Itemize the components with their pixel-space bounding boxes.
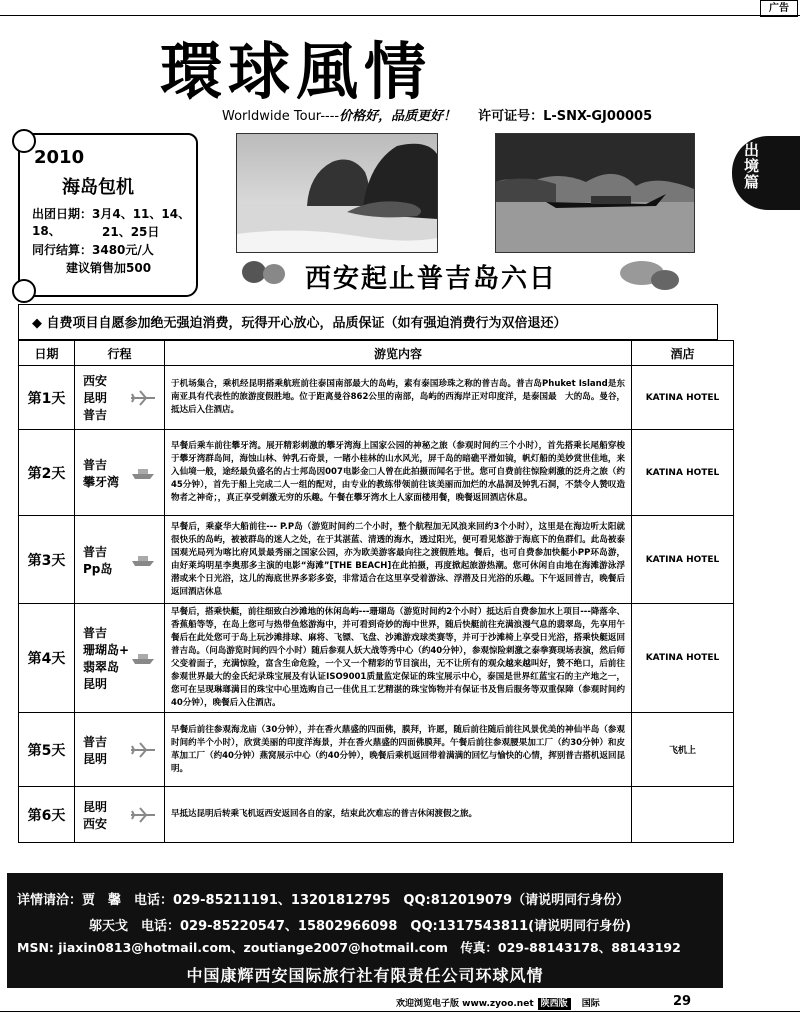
table-row [19, 787, 734, 843]
photo-cliffs [236, 133, 438, 253]
route-stop: 普吉 [83, 734, 108, 749]
day-cell: 第3天 [19, 516, 75, 604]
notice-text: ◆ 自费项目自愿参加绝无强迫消费，玩得开心放心，品质保证（如有强迫消费行为双倍退还） [32, 316, 567, 331]
route-stop: 翡翠岛 [83, 660, 120, 674]
promo-year: 2010 [34, 147, 85, 168]
airplane-icon [130, 807, 156, 826]
itinerary-table [18, 340, 734, 843]
airplane-icon [130, 390, 156, 409]
table-row [19, 516, 734, 604]
table-row [19, 604, 734, 713]
bottom-divider [0, 1011, 800, 1012]
promo-price-peer: 同行结算：3480元/人 [32, 243, 154, 257]
day-cell: 第6天 [19, 787, 75, 843]
route-cell [75, 516, 165, 604]
footer-section: 国际 [581, 999, 600, 1009]
itinerary-description: 早抵达昆明后转乘飞机返西安返回各自的家，结束此次难忘的普吉休闲渡假之旅。 [165, 787, 632, 843]
photo-boat [495, 133, 695, 253]
scroll-curl-icon [12, 279, 36, 303]
route-stop: 攀牙湾 [83, 474, 120, 489]
itinerary-description: 早餐后，搭乘快艇，前往细致白沙滩地的休闲岛屿---珊瑚岛（游览时间约2个小时）抵达后自费参加水上项目---降落伞、香蕉船等等，在岛上您可与热带鱼悠游海中，并可看到奇妙的海中世界，随后快艇前往充满浪漫气息的翡翠岛，先享用午餐后在此处您可于岛上玩沙滩排球、麻将、飞镖、飞盘、沙滩游戏球类赛等，并可于沙滩椅上享受日光浴，搭乘快艇返回普吉岛。（问岛游览时间约四个小时）随后参观人妖大战等秀中心（约40分钟），参观惊险刺激之泰拳赛现场表演，然后师父变着面子，充满惊险，富含生命危险，一个又一个精彩的节目演出，无不让所有的观众越来越叫好，赞不绝口，后前往参观世界最大的金氏纪录珠宝展及有认证ISO9001质量监定保证的珠宝展示中心，泰国是世界红蓝宝石的主产地之一，您可在呈现琳瑯满目的珠宝中心里选购自己一佳优且工艺精湛的珠宝饰物并有保证书及售后服务等双重保障（参观时间约40分钟），晚餐后入住酒店。 [165, 604, 632, 713]
permit-number: 许可证号：L-SNX-GJ00005 [478, 109, 653, 124]
company-name: 中国康辉西安国际旅行社有限责任公司环球风情 [186, 966, 544, 985]
table-row [19, 713, 734, 787]
itinerary-description: 早餐后前往参观海龙庙（30分钟），并在香火鼎盛的四面佛，膜拜，许愿，随后前往随后前往风景优美的神仙半岛（参观时间约半个小时），欣赏美丽的印度洋海景，并在香火鼎盛的四面佛膜拜。午餐后前往参观腰果加工厂（约30分钟）和皮革加工厂（约40分钟）燕窝展示中心（约40分钟），晚餐后乘机返回带着满满的回忆与愉快的心情，挥别普吉搭机返回昆明。 [165, 713, 632, 787]
promo-title: 海岛包机 [62, 177, 134, 198]
route-stop: 西安 [83, 816, 108, 831]
hotel-cell: KATINA HOTEL [632, 366, 734, 430]
footer [396, 996, 600, 1009]
route-cell [75, 430, 165, 516]
promo-price-suggest: 建议销售加500 [66, 261, 152, 275]
day-cell: 第5天 [19, 713, 75, 787]
tagline [222, 105, 652, 124]
header-date: 日期 [19, 341, 75, 366]
hotel-cell: KATINA HOTEL [632, 430, 734, 516]
hotel-cell: KATINA HOTEL [632, 516, 734, 604]
tagline-slogan: 价格好，品质更好！ [339, 109, 457, 124]
header-route: 行程 [75, 341, 165, 366]
tagline-en: Worldwide Tour---- [222, 109, 340, 124]
promo-scroll [18, 133, 198, 297]
scroll-curl-icon [12, 129, 36, 153]
route-stop: 普吉 [83, 408, 108, 422]
header-hotel: 酒店 [632, 341, 734, 366]
contact-box [7, 873, 723, 988]
table-row [19, 430, 734, 516]
route-stop: 昆明 [83, 751, 108, 766]
itinerary-description: 早餐后乘车前往攀牙湾。展开精彩刺激的攀牙湾海上国家公园的神秘之旅（参观时间约三个小时），首先搭乘长尾船穿梭于攀牙湾群岛间，海蚀山林、钟乳石奇景，一睹小桂林的山水风光，屏千岛的暗礁平滑如镜，帆灯船的美妙赏世佳地，来入仙境一般，途经最负盛名的占士邦岛因007电影金□人曾在此拍摄而闻名于世。您可自费前往惊险刺激的泛舟之旅（约45分钟），首先于船上完成二人一组的配对，由专业的教练带领前往该美丽而加烂的水晶洞及钟乳石洞，不禁令人赞叹造物者之神奇；，真正享受刺激无穷的乐趣。午餐在攀牙湾水上人家面楼用餐，晚餐返回酒店休息。 [165, 430, 632, 516]
brand-title: 環球風情 [160, 35, 433, 108]
contact-line-1: 详情请洽：贾 馨 电话：029-85211191、13201812795 QQ:812019079（请说明同行身份） [17, 893, 630, 908]
route-stop: 珊瑚岛+ [83, 643, 130, 657]
day-cell: 第2天 [19, 430, 75, 516]
promo-dates: 出团日期：3月4、11、14、18、 [32, 207, 191, 238]
hotel-cell: KATINA HOTEL [632, 604, 734, 713]
route-cell [75, 604, 165, 713]
footer-edition: 陕西版 [538, 998, 571, 1010]
route-stop: 昆明 [83, 799, 108, 814]
airplane-icon [130, 742, 156, 761]
boat-icon [130, 650, 156, 669]
top-divider [0, 15, 800, 16]
itinerary-description: 于机场集合，乘机经昆明搭乘航班前往泰国南部最大的岛屿，素有泰国珍珠之称的普吉岛。普吉岛Phuket Island是东南亚具有代表性的旅游度假胜地。位于距离曼谷862公里的南部，岛屿的西海岸正对印度洋，是泰国最 大的岛。曼谷，抵达后入住酒店。 [165, 366, 632, 430]
table-header-row [19, 341, 734, 366]
hotel-cell [632, 787, 734, 843]
contact-line-3: MSN: jiaxin0813@hotmail.com、zoutiange2007@hotmail.com 传真：029-88143178、88143192 [17, 940, 681, 955]
contact-line-2: 邬天戈 电话：029-85220547、15802966098 QQ:1317543811(请说明同行身份) [89, 919, 632, 934]
route-cell [75, 366, 165, 430]
boat-icon [130, 465, 156, 484]
boat-icon [130, 552, 156, 571]
route-cell [75, 787, 165, 843]
route-stop: 普吉 [83, 457, 108, 472]
route-stop: 昆明 [83, 677, 108, 691]
ad-tag: 广告 [760, 0, 798, 17]
footer-site: 欢迎浏览电子版 www.zyoo.net [396, 999, 534, 1009]
day-cell: 第1天 [19, 366, 75, 430]
route-stop: 昆明 [83, 391, 108, 405]
page-number: 29 [673, 994, 692, 1009]
route-stop: Pp岛 [83, 561, 113, 576]
promo-dates-cont: 21、25日 [102, 225, 160, 239]
section-tab-label: 出境篇 [744, 141, 760, 191]
table-row [19, 366, 734, 430]
day-cell: 第4天 [19, 604, 75, 713]
itinerary-description: 早餐后，乘豪华大船前往--- P.P岛（游览时间约二个小时，整个航程加无风浪来回约3个小时），这里是在海边听太阳就很快乐的岛屿，被被群岛的迷人之处，在于其湛蓝、清透的海水，透过阳光，便可看见悠游于海底下的鱼群们。此岛被泰国观光局列为喀比府风景最秀丽之国家公园，亦为欧美游客最向往之渡假胜地。餐后，也可自费参加快艇小PP环岛游，由好莱坞明星李奥那多主演的电影“海滩”[THE BEACH]在此拍摄，再度掀起旅游热潮。您可休闲自由地在海滩游泳浮潜或来个日光浴，这儿的海底世界多彩多姿，非常适合在这里享受着游泳、浮潜及日光浴的乐趣。下午返回普吉，晚餐后返回酒店休息 [165, 516, 632, 604]
header-content: 游览内容 [165, 341, 632, 366]
route-stop: 西安 [83, 374, 108, 388]
route-cell [75, 713, 165, 787]
section-tab [732, 136, 800, 210]
route-stop: 普吉 [83, 626, 108, 640]
tour-title: 西安起止普吉岛六日 [305, 264, 558, 294]
hotel-cell: 飞机上 [632, 713, 734, 787]
route-stop: 普吉 [83, 544, 108, 559]
